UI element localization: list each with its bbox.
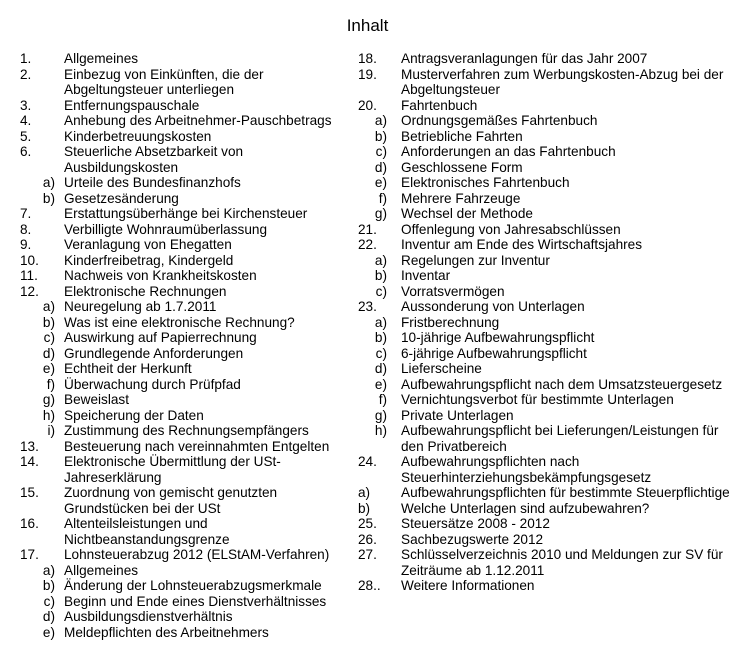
toc-entry-title: Elektronische Rechnungen — [64, 283, 227, 299]
toc-entry-number: 4. — [20, 113, 32, 128]
toc-entry — [352, 144, 735, 160]
toc-entry — [0, 330, 352, 346]
toc-entry — [352, 454, 735, 485]
toc-entry-number: 6. — [20, 144, 32, 159]
toc-entry — [0, 625, 352, 641]
toc-entry-title: Offenlegung von Jahresabschlüssen — [401, 221, 621, 237]
toc-entry-title: Überwachung durch Prüfpfad — [64, 376, 241, 392]
toc-entry-title: Lieferscheine — [401, 361, 482, 376]
toc-entry-title: Ordnungsgemäßes Fahrtenbuch — [401, 113, 598, 128]
toc-entry — [352, 129, 735, 145]
toc-entry-number: 1. — [20, 51, 32, 66]
toc-entry-title: Einbezug von Einkünften, die der Abgeltungsteuer unterliegen — [64, 66, 264, 97]
toc-column-left — [0, 51, 352, 640]
toc-entry-number: a) — [374, 252, 387, 268]
toc-entry-number: 26. — [358, 531, 377, 547]
toc-entry — [0, 609, 352, 625]
toc-entry — [0, 516, 352, 547]
toc-entry-title: Allgemeines — [64, 51, 139, 66]
toc-entry — [0, 346, 352, 362]
toc-entry — [0, 578, 352, 594]
toc-entry-title: Welche Unterlagen sind aufzubewahren? — [401, 500, 650, 516]
toc-entry-title: Sachbezugswerte 2012 — [401, 531, 544, 547]
toc-entry-number: 3. — [20, 97, 32, 113]
toc-entry-number: 17. — [20, 547, 39, 562]
toc-entry-title: Grundlegende Anforderungen — [64, 345, 244, 361]
toc-entry-number: e) — [42, 624, 55, 640]
toc-entry — [352, 532, 735, 548]
toc-entry-title: Aufbewahrungspflicht nach dem Umsatzsteuergesetz — [401, 376, 723, 392]
toc-entry-title: Schlüsselverzeichnis 2010 und Meldungen zur SV für Zeiträume ab 1.12.2011 — [401, 547, 723, 578]
toc-entry-number: a) — [42, 562, 55, 578]
toc-entry-title: Neuregelung ab 1.7.2011 — [64, 299, 217, 314]
toc-entry-title: Fahrtenbuch — [401, 97, 478, 113]
toc-entry-title: Urteile des Bundesfinanzhofs — [64, 175, 241, 190]
toc-entry-number: 22. — [358, 237, 377, 252]
toc-entry — [0, 237, 352, 253]
toc-entry-number: b) — [374, 330, 387, 345]
toc-entry-number: 19. — [358, 66, 377, 82]
toc-entry — [352, 299, 735, 315]
toc-entry-number: 25. — [358, 516, 377, 531]
toc-entry-title: Zustimmung des Rechnungsempfängers — [64, 423, 309, 438]
toc-entry-number: f) — [378, 392, 387, 407]
toc-entry — [352, 346, 735, 362]
toc-entry-number: b) — [42, 314, 55, 330]
toc-entry — [352, 237, 735, 253]
toc-entry-title: Anforderungen an das Fahrtenbuch — [401, 144, 616, 159]
toc-entry — [0, 547, 352, 563]
toc-entry — [0, 129, 352, 145]
toc-entry-number: 2. — [20, 66, 32, 82]
toc-entry — [352, 547, 735, 578]
toc-entry-number: e) — [42, 361, 55, 376]
toc-entry-number: 21. — [358, 221, 377, 237]
toc-entry — [0, 408, 352, 424]
toc-entry-title: Geschlossene Form — [401, 159, 523, 175]
toc-entry — [352, 578, 735, 594]
toc-entry-title: Kinderfreibetrag, Kindergeld — [64, 252, 234, 268]
toc-entry-number: c) — [375, 345, 387, 361]
toc-entry-number: c) — [43, 593, 55, 609]
toc-entry-title: Altenteilsleistungen und Nichtbeanstandungsgrenze — [64, 516, 230, 547]
toc-entry-title: Echtheit der Herkunft — [64, 361, 192, 376]
toc-entry-number: d) — [42, 609, 55, 624]
toc-entry — [352, 284, 735, 300]
toc-entry-title: Vernichtungsverbot für bestimmte Unterlagen — [401, 392, 674, 407]
toc-entry-number: d) — [42, 345, 55, 361]
toc-entry — [352, 160, 735, 176]
toc-entry-title: Wechsel der Methode — [401, 206, 533, 221]
toc-entry — [352, 485, 735, 501]
toc-entry — [0, 315, 352, 331]
toc-entry — [0, 206, 352, 222]
toc-entry — [0, 175, 352, 191]
toc-entry — [0, 299, 352, 315]
toc-entry — [0, 439, 352, 455]
toc-entry — [0, 144, 352, 175]
toc-entry — [352, 268, 735, 284]
toc-entry — [0, 454, 352, 485]
toc-entry — [352, 516, 735, 532]
toc-entry-title: Antragsveranlagungen für das Jahr 2007 — [401, 51, 648, 66]
toc-entry-number: h) — [42, 407, 55, 423]
toc-entry-title: Aufbewahrungspflichten für bestimmte Steuerpflichtige — [401, 485, 730, 500]
toc-entry-number: g) — [42, 392, 55, 407]
toc-entry-number: 23. — [358, 299, 377, 314]
toc-entry-number: a) — [374, 113, 387, 128]
toc-entry-title: Steuerliche Absetzbarkeit von Ausbildungskosten — [64, 144, 244, 175]
toc-entry-title: Private Unterlagen — [401, 407, 514, 423]
toc-entry — [352, 377, 735, 393]
toc-entry-number: a) — [374, 314, 387, 330]
toc-entry-title: Besteuerung nach vereinnahmten Entgelten — [64, 438, 330, 454]
toc-entry-number: 16. — [20, 516, 39, 531]
toc-entry-title: Allgemeines — [64, 562, 139, 578]
toc-entry-title: Aufbewahrungspflicht bei Lieferungen/Leistungen für den Privatbereich — [401, 423, 719, 454]
toc-entry-number: 18. — [358, 51, 377, 66]
toc-column-right — [352, 51, 735, 594]
toc-entry — [352, 501, 735, 517]
toc-entry-number: c) — [375, 283, 387, 299]
toc-entry-number: 20. — [358, 97, 377, 113]
toc-entry-title: Meldepflichten des Arbeitnehmers — [64, 624, 269, 640]
toc-entry-title: Ausbildungsdienstverhältnis — [64, 609, 233, 624]
toc-entry-title: Vorratsvermögen — [401, 283, 505, 299]
toc-entry-title: Veranlagung von Ehegatten — [64, 237, 232, 252]
toc-entry-number: 10. — [20, 252, 39, 268]
document-title: Inhalt — [346, 16, 389, 35]
toc-entry — [352, 113, 735, 129]
toc-entry-title: Was ist eine elektronische Rechnung? — [64, 314, 295, 330]
toc-entry-number: i) — [47, 423, 55, 438]
toc-entry — [0, 377, 352, 393]
toc-entry-number: 14. — [20, 454, 39, 469]
toc-entry-number: b) — [374, 128, 387, 144]
toc-entry-title: Betriebliche Fahrten — [401, 128, 523, 144]
toc-entry-title: 10-jährige Aufbewahrungspflicht — [401, 330, 595, 345]
toc-entry-title: Erstattungsüberhänge bei Kirchensteuer — [64, 206, 308, 221]
toc-entry-number: 12. — [20, 283, 39, 299]
toc-entry-title: Weitere Informationen — [401, 578, 535, 593]
toc-entry-title: Beweislast — [64, 392, 129, 407]
toc-entry-number: 5. — [20, 128, 32, 144]
toc-entry-title: Mehrere Fahrzeuge — [401, 190, 521, 206]
toc-entry — [0, 284, 352, 300]
toc-entry — [352, 361, 735, 377]
toc-entry — [352, 315, 735, 331]
toc-entry — [352, 330, 735, 346]
toc-entry-title: Inventar — [401, 268, 451, 283]
toc-entry-number: c) — [375, 144, 387, 159]
toc-entry-title: Beginn und Ende eines Dienstverhältnisses — [64, 593, 327, 609]
toc-entry-number: b) — [358, 500, 371, 516]
toc-entry — [0, 423, 352, 439]
toc-entry — [0, 361, 352, 377]
toc-entry — [0, 563, 352, 579]
toc-entry-number: e) — [374, 175, 387, 190]
toc-entry-title: Regelungen zur Inventur — [401, 252, 550, 268]
toc-entry-number: e) — [374, 376, 387, 392]
toc-entry-title: Aussonderung von Unterlagen — [401, 299, 585, 314]
toc-entry-title: Entfernungspauschale — [64, 97, 200, 113]
toc-entry-number: g) — [374, 407, 387, 423]
toc-entry-number: f) — [46, 376, 55, 392]
toc-entry-number: h) — [374, 423, 387, 438]
toc-entry — [0, 222, 352, 238]
toc-entry-title: Lohnsteuerabzug 2012 (ELStAM-Verfahren) — [64, 547, 330, 562]
toc-entry-number: g) — [374, 206, 387, 221]
toc-entry — [352, 98, 735, 114]
toc-entry-number: c) — [43, 330, 55, 345]
toc-entry — [352, 392, 735, 408]
toc-entry-title: 6-jährige Aufbewahrungspflicht — [401, 345, 587, 361]
toc-entry — [0, 268, 352, 284]
toc-entry — [0, 113, 352, 129]
toc-entry-number: 27. — [358, 547, 377, 562]
toc-entry-number: b) — [42, 190, 55, 206]
toc-entry-title: Fristberechnung — [401, 314, 500, 330]
toc-entry-number: 9. — [20, 237, 32, 252]
toc-entry-number: a) — [42, 299, 55, 314]
toc-entry — [352, 206, 735, 222]
toc-entry — [0, 67, 352, 98]
toc-entry-title: Verbilligte Wohnraumüberlassung — [64, 221, 268, 237]
toc-entry-title: Speicherung der Daten — [64, 407, 204, 423]
toc-entry-number: d) — [374, 361, 387, 376]
toc-entry-number: b) — [42, 578, 55, 593]
toc-entry-title: Zuordnung von gemischt genutzten Grundstücken bei der USt — [64, 485, 278, 516]
toc-entry — [0, 594, 352, 610]
toc-entry-title: Anhebung des Arbeitnehmer-Pauschbetrags — [64, 113, 332, 128]
toc-entry — [352, 191, 735, 207]
toc-entry — [0, 485, 352, 516]
toc-entry-title: Änderung der Lohnsteuerabzugsmerkmale — [64, 578, 322, 593]
toc-entry — [352, 175, 735, 191]
toc-entry — [0, 253, 352, 269]
toc-entry-number: 8. — [20, 221, 32, 237]
toc-entry — [0, 51, 352, 67]
toc-entry-number: 7. — [20, 206, 32, 221]
toc-entry — [352, 67, 735, 98]
toc-entry — [352, 51, 735, 67]
toc-entry-title: Elektronisches Fahrtenbuch — [401, 175, 570, 190]
toc-entry-title: Steuersätze 2008 - 2012 — [401, 516, 550, 531]
toc-entry — [0, 191, 352, 207]
toc-entry-title: Musterverfahren zum Werbungskosten-Abzug bei der Abgeltungsteuer — [401, 66, 724, 97]
toc-entry-number: 11. — [20, 268, 38, 283]
toc-entry-title: Aufbewahrungspflichten nach Steuerhinterziehungsbekämpfungsgesetz — [401, 454, 652, 485]
toc-entry-number: 28.. — [358, 578, 381, 593]
toc-entry-number: a) — [42, 175, 55, 190]
toc-entry-title: Auswirkung auf Papierrechnung — [64, 330, 257, 345]
toc-entry-number: d) — [374, 159, 387, 175]
toc-entry-number: 13. — [20, 438, 39, 454]
toc-entry — [352, 423, 735, 454]
toc-entry-number: 24. — [358, 454, 377, 469]
toc-entry — [352, 253, 735, 269]
toc-entry-title: Inventur am Ende des Wirtschaftsjahres — [401, 237, 643, 252]
toc-entry-title: Elektronische Übermittlung der USt-Jahreserklärung — [64, 454, 281, 485]
toc-entry — [0, 392, 352, 408]
toc-entry — [0, 98, 352, 114]
toc-entry-number: 15. — [20, 485, 39, 500]
toc-entry — [352, 408, 735, 424]
toc-entry-number: f) — [378, 190, 387, 206]
toc-entry-title: Gesetzesänderung — [64, 190, 179, 206]
toc-entry-title: Nachweis von Krankheitskosten — [64, 268, 257, 283]
toc-entry-title: Kinderbetreuungskosten — [64, 128, 212, 144]
toc-entry-number: a) — [358, 485, 371, 500]
toc-entry — [352, 222, 735, 238]
toc-entry-number: b) — [374, 268, 387, 283]
